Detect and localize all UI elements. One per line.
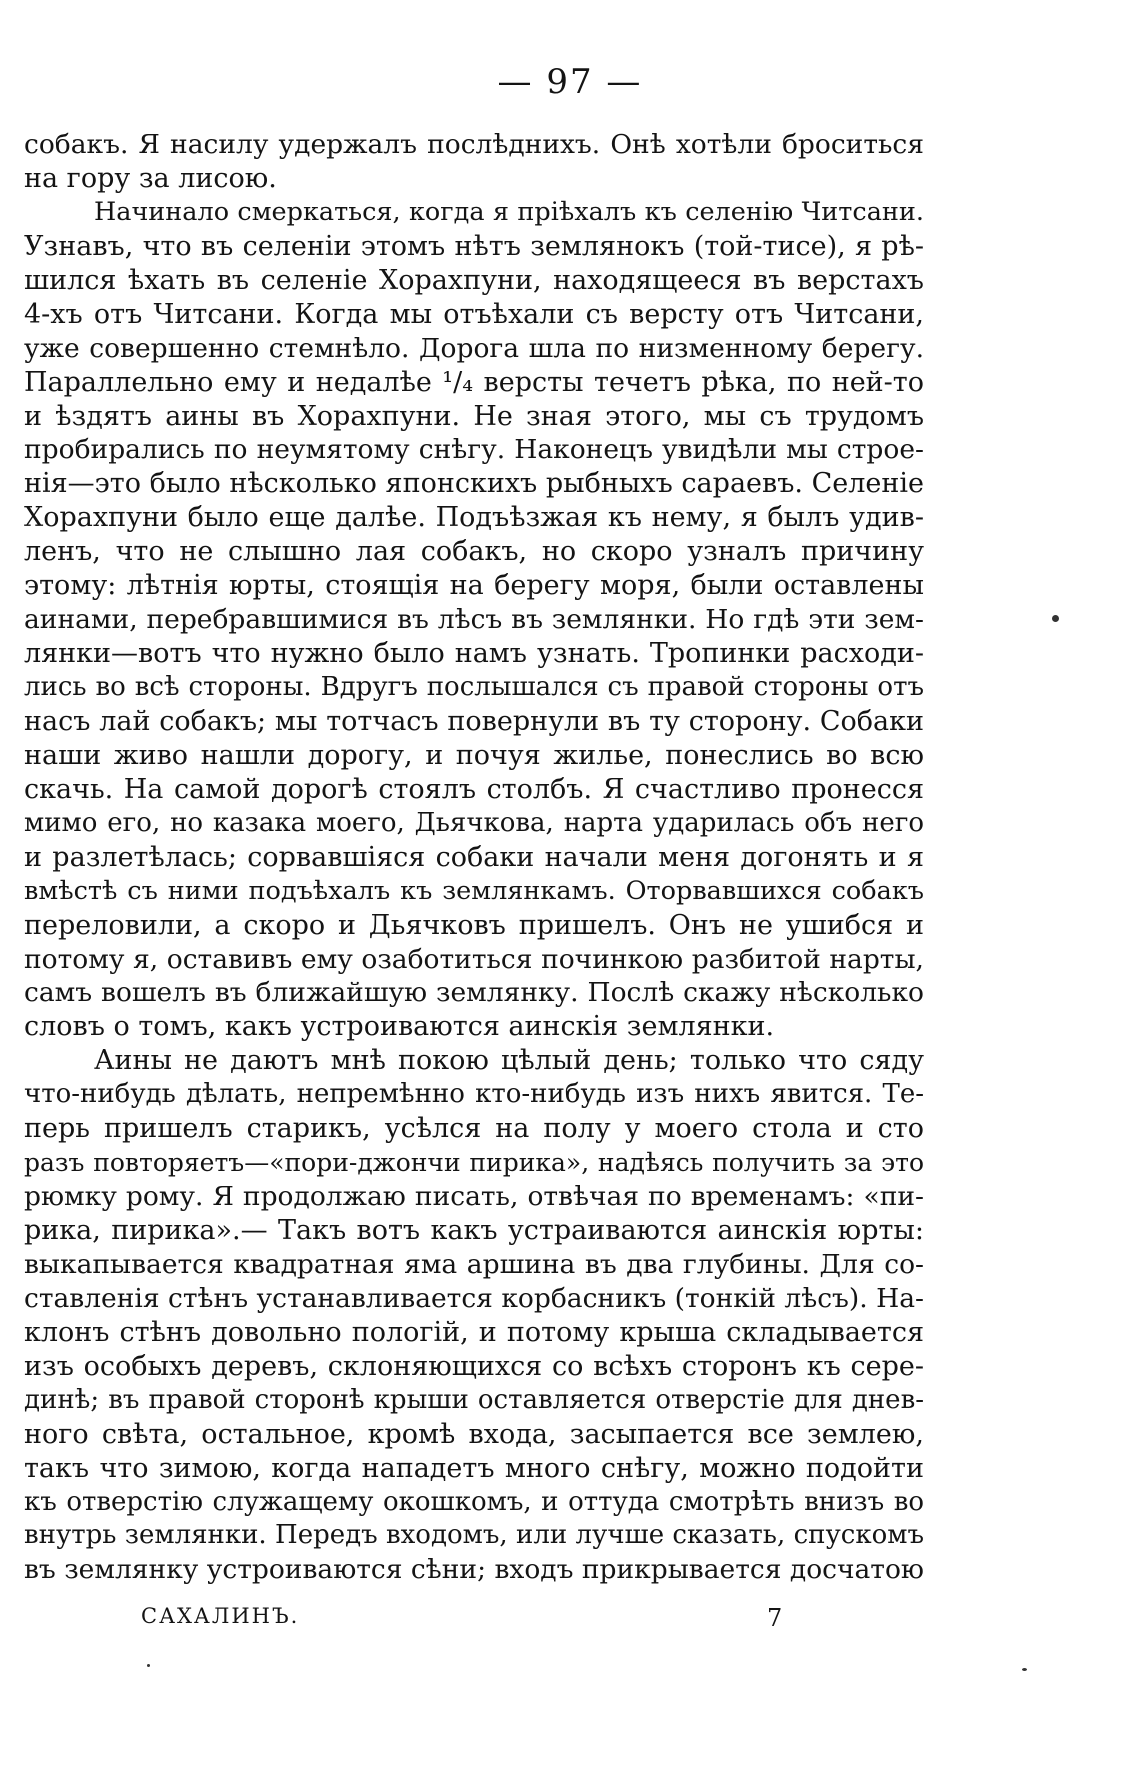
text-line: къ отверстію служащему окошкомъ, и оттуда смотрѣть внизъ во xyxy=(24,1486,924,1517)
text-line: Аины не даютъ мнѣ покою цѣлый день; только что сяду xyxy=(94,1045,924,1077)
text-line: наши живо нашли дорогу, и почуя жилье, понеслись во всю xyxy=(24,739,924,771)
ink-speck xyxy=(1022,1668,1027,1671)
text-line: вмѣстѣ съ ними подъѣхалъ къ землянкамъ. Оторвавшихся собакъ xyxy=(24,875,924,906)
text-line: Начинало смеркаться, когда я пріѣхалъ къ селенію Читсани. xyxy=(94,196,924,227)
text-line: изъ особыхъ деревъ, склоняющихся со всѣхъ сторонъ къ сере- xyxy=(24,1350,924,1382)
text-line: динѣ; въ правой сторонѣ крыши оставляется отверстіе для днев- xyxy=(24,1384,924,1415)
text-line: переловили, а скоро и Дьячковъ пришелъ. Онъ не ушибся и xyxy=(24,909,924,941)
text-line: 4-хъ отъ Читсани. Когда мы отъѣхали съ версту отъ Читсани, xyxy=(24,298,924,330)
text-line: этому: лѣтнія юрты, стоящія на берегу моря, были оставлены xyxy=(24,570,924,602)
ink-speck xyxy=(1052,615,1059,622)
text-line: пробирались по неумятому снѣгу. Наконецъ увидѣли мы строе- xyxy=(24,434,924,466)
text-line: ставленія стѣнъ устанавливается корбасникъ (тонкій лѣсъ). На- xyxy=(24,1282,924,1314)
signature-mark: САХАЛИНЪ. xyxy=(141,1604,300,1628)
text-line: скачь. На самой дорогѣ стоялъ столбъ. Я счастливо пронесся xyxy=(24,773,924,805)
text-line: разъ повторяетъ—«пори-джончи пирика», надѣясь получить за это xyxy=(24,1148,924,1178)
page-number: — 97 — xyxy=(497,62,643,102)
page-footer xyxy=(0,1604,1140,1634)
text-line: рюмку рому. Я продолжаю писать, отвѣчая по временамъ: «пи- xyxy=(24,1181,924,1213)
text-line: клонъ стѣнъ довольно пологій, и потому крыша складывается xyxy=(24,1316,924,1348)
text-line: собакъ. Я насилу удержалъ послѣднихъ. Онѣ хотѣли броситься xyxy=(24,129,924,160)
text-line: и разлетѣлась; сорвавшіяся собаки начали меня догонять и я xyxy=(24,841,924,873)
text-line: аинами, перебравшимися въ лѣсъ въ землянки. Но гдѣ эти зем- xyxy=(24,604,924,636)
body-text xyxy=(24,128,924,1587)
text-line: на гору за лисою. xyxy=(24,162,277,194)
text-line: лянки—вотъ что нужно было намъ узнать. Тропинки расходи- xyxy=(24,638,924,670)
sheet-number: 7 xyxy=(767,1604,783,1632)
text-line: самъ вошелъ въ ближайшую землянку. Послѣ скажу нѣсколько xyxy=(24,977,924,1009)
text-line: Узнавъ, что въ селеніи этомъ нѣтъ землянокъ (той-тисе), я рѣ- xyxy=(24,230,924,262)
text-line: выкапывается квадратная яма аршина въ два глубины. Для со- xyxy=(24,1248,924,1280)
text-line: Параллельно ему и недалѣе ¹/₄ версты течетъ рѣка, по ней-то xyxy=(24,366,924,398)
text-line: ленъ, что не слышно лая собакъ, но скоро узналъ причину xyxy=(24,536,924,568)
text-line: шился ѣхать въ селеніе Хорахпуни, находящееся въ верстахъ xyxy=(24,264,924,296)
text-line: потому я, оставивъ ему озаботиться починкою разбитой нарты, xyxy=(24,943,924,975)
text-line: Хорахпуни было еще далѣе. Подъѣзжая къ нему, я былъ удив- xyxy=(24,502,924,534)
text-line: нія—это было нѣсколько японскихъ рыбныхъ сараевъ. Селеніе xyxy=(24,468,924,500)
text-line: перь пришелъ старикъ, усѣлся на полу у моего стола и сто xyxy=(24,1113,924,1145)
text-line: уже совершенно стемнѣло. Дорога шла по низменному берегу. xyxy=(24,332,924,364)
text-line: въ землянку устроиваются сѣни; входъ прикрывается досчатою xyxy=(24,1554,924,1586)
text-line: такъ что зимою, когда нападетъ много снѣгу, можно подойти xyxy=(24,1452,924,1484)
text-line: лись во всѣ стороны. Вдругъ послышался съ правой стороны отъ xyxy=(24,672,924,702)
text-line: и ѣздятъ аины въ Хорахпуни. Не зная этого, мы съ трудомъ xyxy=(24,400,924,432)
text-line: рика, пирика».— Такъ вотъ какъ устраиваются аинскія юрты: xyxy=(24,1215,924,1246)
text-line: внутрь землянки. Передъ входомъ, или лучше сказать, спускомъ xyxy=(24,1520,924,1551)
ink-speck xyxy=(147,1664,150,1667)
text-line: мимо его, но казака моего, Дьячкова, нарта ударилась объ него xyxy=(24,807,924,838)
text-line: словъ о томъ, какъ устроиваются аинскія землянки. xyxy=(24,1011,775,1043)
text-line: что-нибудь дѣлать, непремѣнно кто-нибудь изъ нихъ явится. Те- xyxy=(24,1079,924,1110)
text-line: ного свѣта, остальное, кромѣ входа, засыпается все землею, xyxy=(24,1418,924,1450)
text-line: насъ лай собакъ; мы тотчасъ повернули въ ту сторону. Собаки xyxy=(24,705,924,737)
